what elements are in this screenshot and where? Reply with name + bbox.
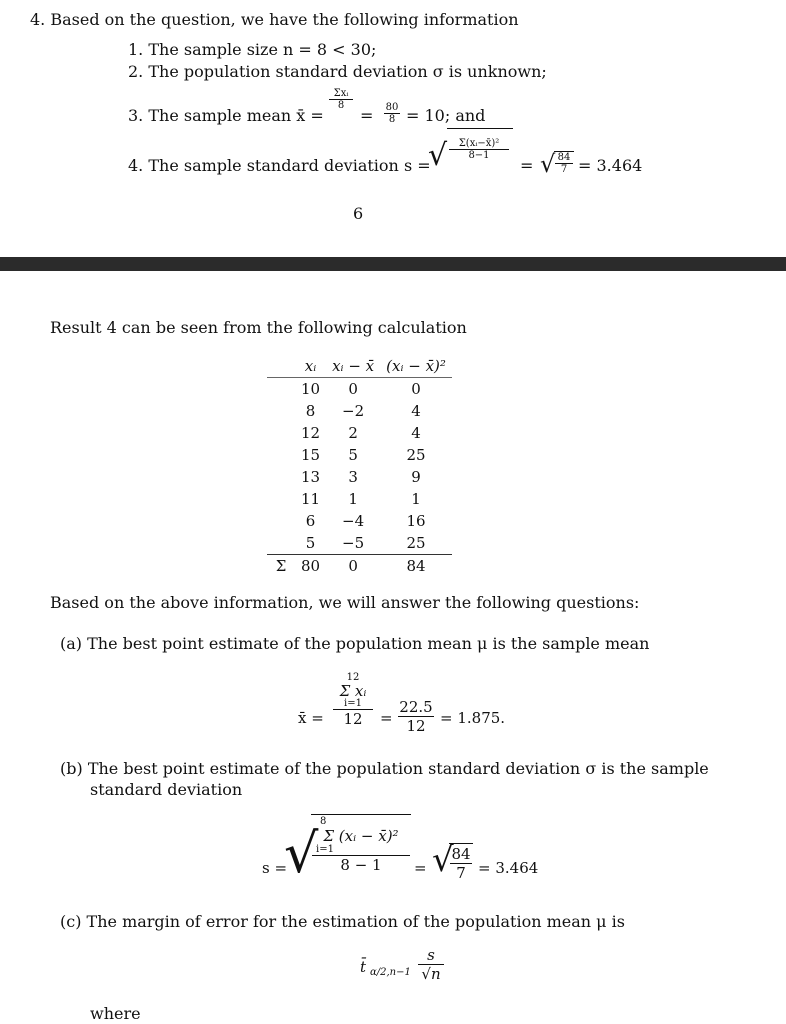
sample-sd-denominator: 8−1 [449,149,509,161]
part-a-fraction-2 [398,698,434,735]
sum-cell: 84 [380,555,452,578]
part-a-sum-upper: 12 [346,672,360,683]
table-cell: 15 [301,446,321,464]
part-a-lhs: x̄ = [298,709,324,727]
table-row [267,488,452,510]
sqrt-icon: √ [428,138,448,173]
result-intro: Result 4 can be seen from the following calculation [50,318,467,337]
part-c-text: (c) The margin of error for the estimation of the population mean μ is [60,912,625,931]
part-c-fraction [418,946,444,983]
part-b-text-line2: standard deviation [90,780,243,799]
page-divider [0,257,786,271]
table-header-row [267,355,452,378]
table-cell: 11 [301,490,321,508]
sqrt-bar-b2 [449,843,473,844]
part-c-denominator: √n [418,964,444,983]
table-cell-empty [267,532,295,555]
sample-sd-fraction-2 [555,152,573,175]
sqrt-bar-b [311,814,411,815]
page-number: 6 [353,204,364,223]
part-c-numerator: s [427,946,435,964]
sum-cell: 0 [326,555,380,578]
table-cell: 1 [411,490,421,508]
table-cell: 5 [305,534,316,552]
part-b-lhs: s = [262,859,288,877]
calculation-table [267,355,452,577]
table-row [267,466,452,488]
table-cell: 10 [301,380,321,398]
table-cell: −2 [342,402,365,420]
table-cell-empty [267,510,295,532]
sample-sd-denominator-2: 7 [555,163,573,175]
sample-sd-numerator-2: 84 [557,152,571,163]
table-header-squared-deviation: (xᵢ − x̄)² [380,355,452,378]
table-header-deviation: xᵢ − x̄ [326,355,380,378]
list-item-sample-sd-label: 4. The sample standard deviation s = [128,156,431,175]
table-row [267,422,452,444]
table-cell: −5 [342,534,365,552]
table-cell: 13 [301,468,321,486]
answer-intro: Based on the above information, we will answer the following questions: [50,593,640,612]
sqrt-bar [447,128,513,129]
table-row [267,444,452,466]
part-a-sum-body: Σ xᵢ [339,682,367,700]
table-row [267,400,452,422]
part-a-denominator: 12 [333,709,373,728]
equals-sign-b: = [414,859,427,877]
table-cell-empty [267,400,295,422]
sample-mean-fraction [329,88,353,111]
list-item-sample-mean-label: 3. The sample mean x̄ = [128,106,324,125]
table-cell: 1 [348,490,358,508]
table-cell: 9 [411,468,421,486]
table-cell: 16 [406,512,426,530]
table-cell: 3 [348,468,358,486]
table-cell: 5 [348,446,358,464]
table-header-xi: xᵢ [295,355,326,378]
part-a-sum-fraction [333,672,373,728]
table-cell: 4 [411,402,421,420]
table-row [267,532,452,555]
table-cell: 6 [305,512,316,530]
equals-sign: = [360,106,374,125]
part-b-sum-fraction [312,816,410,874]
part-a-denominator-2: 12 [398,716,434,735]
sample-mean-numerator-2: 80 [385,102,399,113]
table-row [267,378,452,401]
sample-sd-numerator: Σ(xᵢ−x̄)² [458,138,500,149]
table-cell-empty [267,444,295,466]
sum-symbol: Σ [267,555,295,578]
table-cell: 25 [406,446,426,464]
table-cell-empty [267,466,295,488]
table-header-sum-col [267,355,295,378]
table-cell: 25 [406,534,426,552]
table-cell: 4 [411,424,421,442]
part-b-sum-body: Σ (xᵢ − x̄)² [323,827,399,845]
table-cell: −4 [342,512,365,530]
table-cell: 0 [411,380,421,398]
part-b-fraction-2 [450,845,472,882]
sqrt-icon-b2: √ [432,840,454,880]
part-c-t-subscript: α/2,n−1 [370,967,411,978]
sample-mean-denominator-2: 8 [384,113,400,125]
sample-mean-result: = 10; and [406,106,486,125]
list-item-sample-size: 1. The sample size n = 8 < 30; [128,40,377,59]
list-item-population-sd: 2. The population standard deviation σ is unknown; [128,62,547,81]
sample-mean-denominator: 8 [329,99,353,111]
part-a-numerator-2: 22.5 [399,698,433,716]
sqrt-icon-2: √ [540,150,556,178]
sqrt-icon-b: √ [284,822,319,885]
where-text: where [90,1004,141,1023]
part-b-sum-upper: 8 [320,816,327,827]
table-cell-empty [267,488,295,510]
table-row [267,510,452,532]
item-heading: 4. Based on the question, we have the following information [30,10,519,29]
part-b-denominator: 8 − 1 [312,855,410,874]
table-sum-row [267,555,452,578]
part-b-numerator-2: 84 [451,845,471,863]
table-cell: 0 [348,380,358,398]
part-a-result: = 1.875. [440,709,506,727]
table-cell: 12 [301,424,321,442]
sample-sd-fraction [449,138,509,161]
part-b-result: = 3.464 [478,859,539,877]
part-b-denominator-2: 7 [450,863,472,882]
part-b-text-line1: (b) The best point estimate of the population standard deviation σ is the sample [60,759,709,778]
part-a-text: (a) The best point estimate of the population mean μ is the sample mean [60,634,650,653]
part-c-t-symbol: t̄ [360,958,367,976]
table-cell-empty [267,378,295,401]
equals-sign-a: = [380,709,393,727]
part-b-sum-lower: i=1 [316,844,334,855]
sample-sd-result: = 3.464 [578,156,643,175]
sample-mean-numerator: Σxᵢ [333,88,349,99]
equals-sign-2: = [520,156,534,175]
table-cell: 2 [348,424,358,442]
table-cell: 8 [305,402,316,420]
table-cell-empty [267,422,295,444]
part-a-sum-lower: i=1 [344,698,362,709]
sum-cell: 80 [295,555,326,578]
sample-mean-fraction-2 [384,102,400,125]
